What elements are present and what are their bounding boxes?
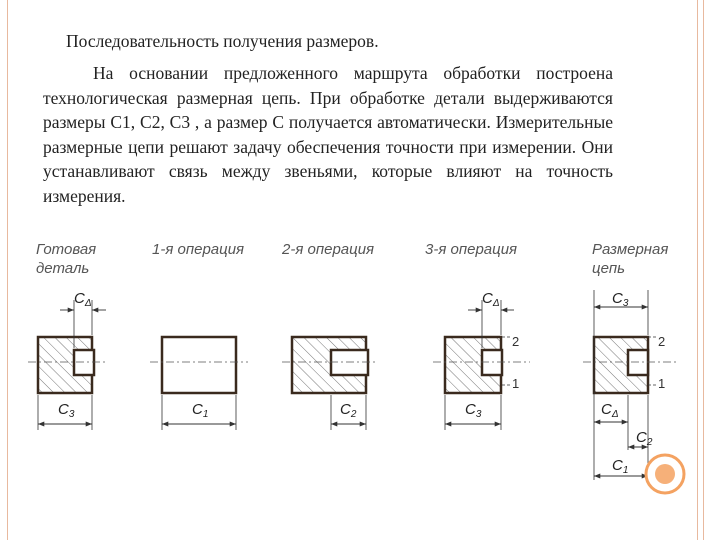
caption-dimension-chain-line1: Размерная (592, 241, 669, 258)
dim-label-c-delta-finished: $C_\Delta$ (74, 290, 92, 309)
surface-number-chain-bottom: 1 (658, 376, 666, 391)
caption-finished-part-line1: Готовая (36, 241, 97, 258)
dim-label-c3-chain: $C_3$ (612, 290, 629, 309)
caption-dimension-chain-line2: цепь (592, 260, 626, 277)
dim-label-c3-operation-3: $C_3$ (465, 401, 482, 420)
operation-3-drawing (433, 300, 530, 430)
surface-number-op3-bottom: 1 (512, 376, 520, 391)
dim-label-c1-chain: $C_1$ (612, 457, 629, 476)
caption-operation-3: 3-я операция (425, 241, 518, 258)
dim-label-c2-chain: $C_2$ (636, 429, 653, 448)
dim-label-c3-finished: $C_3$ (58, 401, 75, 420)
surface-number-chain-top: 2 (658, 334, 666, 349)
dim-label-c-delta-chain: $C_\Delta$ (601, 401, 619, 420)
dim-label-c2-operation-2: $C_2$ (340, 401, 357, 420)
caption-operation-1: 1-я операция (152, 241, 245, 258)
dim-label-c1-operation-1: $C_1$ (192, 401, 209, 420)
operation-2-drawing (282, 337, 378, 430)
caption-operation-2: 2-я операция (282, 241, 375, 258)
decorative-circle-badge (646, 455, 684, 493)
slide-heading: Последовательность получения размеров. (66, 31, 379, 51)
caption-finished-part-line2: деталь (36, 260, 90, 277)
dim-label-c-delta-operation-3: $C_\Delta$ (482, 290, 500, 309)
surface-number-op3-top: 2 (512, 334, 520, 349)
slide-paragraph: На основании предложенного маршрута обработки построена технологическая размерная цепь. При обработке детали выдерживаются размеры С1, С2, С3 , а размер С получается автоматически. Измерительные размерные цепи решают задачу обеспечения точности при измерении. Они устанавливают связь между звеньями, которые влияют на точность измерения. (43, 63, 613, 206)
